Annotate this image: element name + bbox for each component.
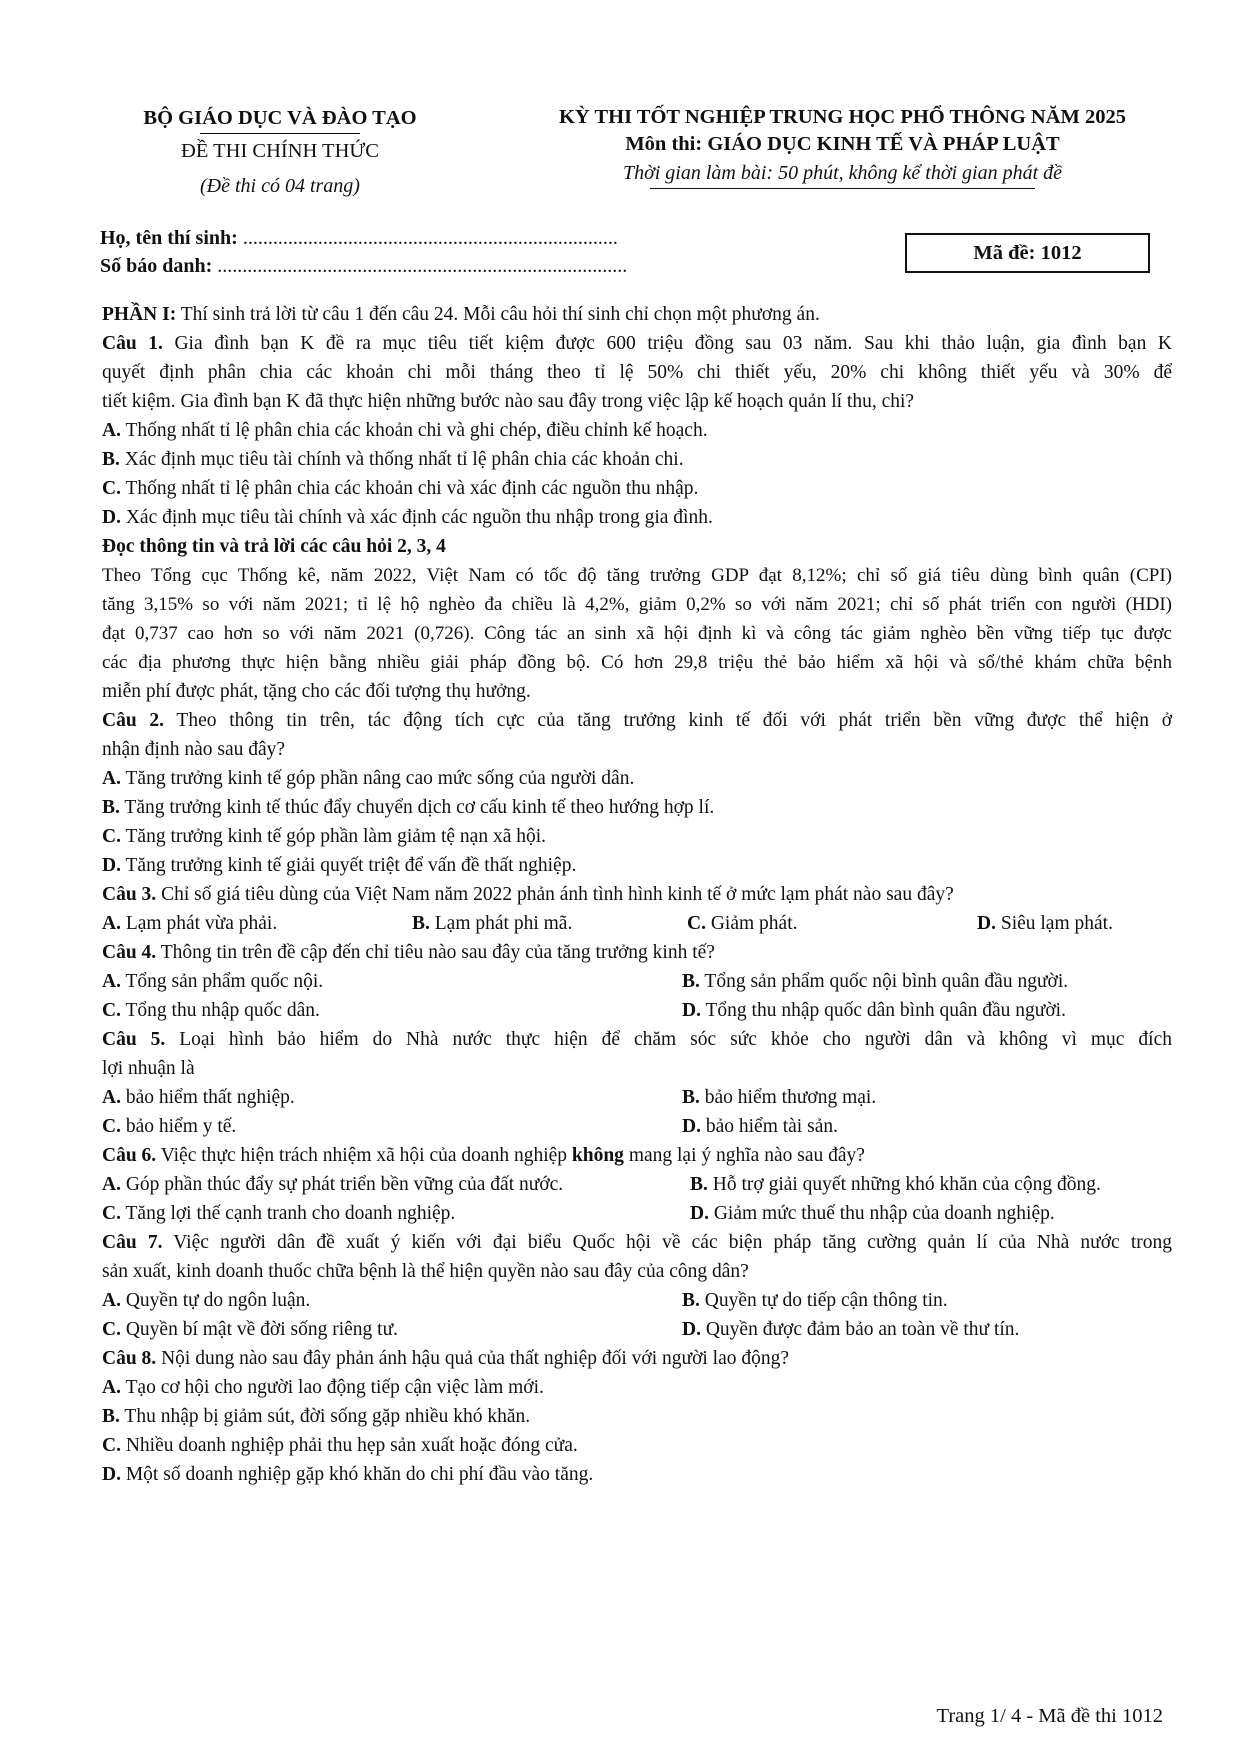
ministry-name: BỘ GIÁO DỤC VÀ ĐÀO TẠO — [143, 107, 417, 129]
q6-emphasis: không — [571, 1145, 624, 1166]
option-text: Lạm phát phi mã. — [434, 913, 573, 934]
pages-note: (Đề thi có 04 trang) — [200, 175, 360, 197]
option-text: Xác định mục tiêu tài chính và xác định các nguồn thu nhập trong gia đình. — [125, 507, 713, 528]
passage-line4: các địa phương thực hiện bằng nhiều giải pháp đồng bộ. Có hơn 29,8 triệu thẻ bảo hiểm xã hội và sổ/thẻ khám chữa bệnh — [102, 652, 1172, 673]
q2-stem-line2: nhận định nào sau đây? — [102, 739, 286, 760]
candidate-name-row — [100, 224, 627, 252]
q5-label: Câu 5. — [102, 1029, 166, 1050]
q6-text-before: Việc thực hiện trách nhiệm xã hội của doanh nghiệp — [156, 1145, 572, 1166]
q7-text1: Việc người dân đề xuất ý kiến với đại biểu Quốc hội về các biện pháp tăng cường quản lí của Nhà nước trong — [162, 1232, 1172, 1253]
q6-text-after: mang lại ý nghĩa nào sau đây? — [623, 1145, 865, 1166]
q7-option-b[interactable] — [682, 1286, 948, 1315]
q4-text: Thông tin trên đề cập đến chỉ tiêu nào sau đây của tăng trưởng kinh tế? — [156, 942, 715, 963]
candidate-id-field[interactable]: .................................................................................. — [217, 255, 628, 277]
option-text: Tăng trưởng kinh tế góp phần nâng cao mức sống của người dân. — [125, 768, 635, 789]
q6-option-d[interactable] — [690, 1199, 1055, 1228]
option-text: Tăng lợi thế cạnh tranh cho doanh nghiệp. — [125, 1203, 456, 1224]
q4-options-row2 — [102, 996, 1172, 1025]
option-text: Quyền tự do ngôn luận. — [125, 1290, 311, 1311]
option-letter: B. — [682, 1290, 700, 1311]
q4-option-c[interactable] — [102, 996, 682, 1025]
q5-options-row2 — [102, 1112, 1172, 1141]
q2-option-c[interactable] — [102, 822, 1172, 851]
option-letter: A. — [102, 768, 121, 789]
option-letter: D. — [102, 855, 121, 876]
q5-text1: Loại hình bảo hiểm do Nhà nước thực hiện để chăm sóc sức khỏe cho người dân và không vì mục đích — [165, 1029, 1172, 1050]
option-text: Tạo cơ hội cho người lao động tiếp cận việc làm mới. — [125, 1377, 544, 1398]
option-text: Thu nhập bị giảm sút, đời sống gặp nhiều khó khăn. — [124, 1406, 531, 1427]
option-letter: D. — [682, 1000, 701, 1021]
page-footer: Trang 1/ 4 - Mã đề thi 1012 — [936, 1705, 1163, 1727]
option-text: Một số doanh nghiệp gặp khó khăn do chi phí đầu vào tăng. — [125, 1464, 594, 1485]
q8-label: Câu 8. — [102, 1348, 157, 1369]
q7-option-c[interactable] — [102, 1315, 682, 1344]
option-letter: B. — [102, 1406, 120, 1427]
option-text: Tăng trưởng kinh tế giải quyết triệt để vấn đề thất nghiệp. — [125, 855, 577, 876]
q3-options — [102, 909, 1172, 938]
passage-line5: miễn phí được phát, tặng cho các đối tượng thụ hưởng. — [102, 681, 531, 702]
option-text: Tổng thu nhập quốc dân bình quân đầu người. — [705, 1000, 1066, 1021]
q3-option-c[interactable] — [687, 909, 977, 938]
option-letter: D. — [690, 1203, 709, 1224]
q2-option-d[interactable] — [102, 851, 1172, 880]
duration-underline — [650, 188, 1035, 189]
candidate-name-field[interactable]: ........................................................................... — [242, 227, 618, 249]
q5-stem-line1 — [102, 1025, 1172, 1054]
option-letter: C. — [102, 1000, 121, 1021]
option-text: Tăng trưởng kinh tế góp phần làm giảm tệ nạn xã hội. — [125, 826, 547, 847]
option-text: Thống nhất tỉ lệ phân chia các khoản chi và xác định các nguồn thu nhập. — [125, 478, 699, 499]
q2-option-a[interactable] — [102, 764, 1172, 793]
passage-line1: Theo Tổng cục Thống kê, năm 2022, Việt Nam có tốc độ tăng trưởng GDP đạt 8,12%; chỉ số giá tiêu dùng bình quân (CPI) — [102, 565, 1172, 586]
q7-option-d[interactable] — [682, 1315, 1019, 1344]
q4-options-row1 — [102, 967, 1172, 996]
option-letter: A. — [102, 913, 121, 934]
q5-option-d[interactable] — [682, 1112, 838, 1141]
option-letter: C. — [687, 913, 706, 934]
option-text: Thống nhất tỉ lệ phân chia các khoản chi và ghi chép, điều chỉnh kế hoạch. — [125, 420, 708, 441]
q1-label: Câu 1. — [102, 333, 163, 354]
q8-option-c[interactable] — [102, 1431, 1172, 1460]
candidate-name-label: Họ, tên thí sinh: — [100, 227, 238, 249]
option-text: Quyền được đảm bảo an toàn về thư tín. — [705, 1319, 1020, 1340]
q6-option-c[interactable] — [102, 1199, 690, 1228]
option-text: Hỗ trợ giải quyết những khó khăn của cộng đồng. — [712, 1174, 1101, 1195]
option-text: Tổng sản phẩm quốc nội bình quân đầu người. — [704, 971, 1069, 992]
q5-option-b[interactable] — [682, 1083, 876, 1112]
q3-option-d[interactable] — [977, 909, 1172, 938]
q7-options-row1 — [102, 1286, 1172, 1315]
q3-text: Chỉ số giá tiêu dùng của Việt Nam năm 2022 phản ánh tình hình kinh tế ở mức lạm phát nào sau đây? — [156, 884, 954, 905]
option-text: Quyền bí mật về đời sống riêng tư. — [125, 1319, 399, 1340]
option-letter: B. — [690, 1174, 708, 1195]
exam-duration: Thời gian làm bài: 50 phút, không kể thời gian phát đề — [622, 162, 1063, 184]
option-letter: A. — [102, 1174, 121, 1195]
option-text: Siêu lạm phát. — [1000, 913, 1113, 934]
q5-options-row1 — [102, 1083, 1172, 1112]
q6-options-row2 — [102, 1199, 1172, 1228]
passage-line2: tăng 3,15% so với năm 2021; tỉ lệ hộ nghèo đa chiều là 4,2%, giảm 0,2% so với năm 2021; chỉ số phát triển con người (HDI) — [102, 594, 1172, 615]
q5-option-c[interactable] — [102, 1112, 682, 1141]
option-text: bảo hiểm thương mại. — [704, 1087, 877, 1108]
option-letter: C. — [102, 1319, 121, 1340]
q6-option-a[interactable] — [102, 1170, 690, 1199]
option-letter: C. — [102, 826, 121, 847]
q1-stem-line2: quyết định phân chia các khoản chi mỗi tháng theo tỉ lệ 50% chi thiết yếu, 20% chi không thiết yếu và 30% để — [102, 362, 1172, 383]
option-text: Tổng thu nhập quốc dân. — [125, 1000, 320, 1021]
option-letter: B. — [682, 971, 700, 992]
option-text: Tổng sản phẩm quốc nội. — [125, 971, 324, 992]
q4-stem — [102, 938, 1172, 967]
option-text: Giảm phát. — [710, 913, 798, 934]
option-letter: B. — [412, 913, 430, 934]
q7-label: Câu 7. — [102, 1232, 163, 1253]
q1-text1: Gia đình bạn K đề ra mục tiêu tiết kiệm được 600 triệu đồng sau 03 năm. Sau khi thảo luận, gia đình bạn K — [162, 333, 1172, 354]
q4-label: Câu 4. — [102, 942, 157, 963]
option-text: Xác định mục tiêu tài chính và thống nhất tỉ lệ phân chia các khoản chi. — [124, 449, 684, 470]
exam-content — [102, 300, 1172, 1489]
option-text: Lạm phát vừa phải. — [125, 913, 278, 934]
q2-stem-line1 — [102, 706, 1172, 735]
option-text: Quyền tự do tiếp cận thông tin. — [704, 1290, 948, 1311]
q2-text1: Theo thông tin trên, tác động tích cực của tăng trưởng kinh tế đối với phát triển bền vững được thể hiện ở — [164, 710, 1172, 731]
q4-option-d[interactable] — [682, 996, 1066, 1025]
part1-text: Thí sinh trả lời từ câu 1 đến câu 24. Mỗi câu hỏi thí sinh chỉ chọn một phương án. — [176, 304, 820, 325]
option-letter: C. — [102, 1116, 121, 1137]
q7-option-a[interactable] — [102, 1286, 682, 1315]
option-text: Giảm mức thuế thu nhập của doanh nghiệp. — [713, 1203, 1055, 1224]
option-letter: D. — [682, 1116, 701, 1137]
official-label: ĐỀ THI CHÍNH THỨC — [181, 140, 379, 162]
q5-option-a[interactable] — [102, 1083, 682, 1112]
option-letter: A. — [102, 1290, 121, 1311]
q2-option-b[interactable] — [102, 793, 1172, 822]
candidate-id-label: Số báo danh: — [100, 255, 213, 277]
q8-option-d[interactable] — [102, 1460, 1172, 1489]
q1-stem-line3: tiết kiệm. Gia đình bạn K đã thực hiện những bước nào sau đây trong việc lập kế hoạch quản lí thu, chi? — [102, 391, 915, 412]
header-right — [520, 103, 1165, 189]
exam-title: KỲ THI TỐT NGHIỆP TRUNG HỌC PHỔ THÔNG NĂM 2025 — [558, 106, 1127, 128]
option-text: bảo hiểm tài sản. — [705, 1116, 838, 1137]
candidate-info — [100, 224, 627, 280]
option-letter: D. — [102, 1464, 121, 1485]
option-text: bảo hiểm y tế. — [125, 1116, 237, 1137]
q4-option-b[interactable] — [682, 967, 1068, 996]
q8-stem — [102, 1344, 1172, 1373]
passage-line3: đạt 0,737 cao hơn so với năm 2021 (0,726). Công tác an sinh xã hội định kì và công tác giảm nghèo bền vững tiếp tục được — [102, 623, 1172, 644]
option-letter: D. — [682, 1319, 701, 1340]
part1-instruction — [102, 300, 1172, 329]
q3-option-b[interactable] — [412, 909, 687, 938]
q7-options-row2 — [102, 1315, 1172, 1344]
option-letter: C. — [102, 1435, 121, 1456]
q1-option-b[interactable] — [102, 445, 1172, 474]
q1-option-a[interactable] — [102, 416, 1172, 445]
q8-option-b[interactable] — [102, 1402, 1172, 1431]
option-letter: A. — [102, 420, 121, 441]
q3-label: Câu 3. — [102, 884, 157, 905]
q6-option-b[interactable] — [690, 1170, 1101, 1199]
option-letter: B. — [102, 797, 120, 818]
option-letter: A. — [102, 1087, 121, 1108]
option-text: bảo hiểm thất nghiệp. — [125, 1087, 295, 1108]
exam-subject: Môn thi: GIÁO DỤC KINH TẾ VÀ PHÁP LUẬT — [625, 133, 1060, 155]
option-letter: B. — [102, 449, 120, 470]
q6-options-row1 — [102, 1170, 1172, 1199]
option-letter: D. — [102, 507, 121, 528]
q6-stem — [102, 1141, 1172, 1170]
part1-label: PHẦN I: — [102, 304, 177, 325]
option-text: Góp phần thúc đẩy sự phát triển bền vững của đất nước. — [125, 1174, 564, 1195]
option-letter: C. — [102, 478, 121, 499]
q4-option-a[interactable] — [102, 967, 682, 996]
q1-option-d[interactable] — [102, 503, 1172, 532]
header-left — [115, 103, 445, 204]
q1-stem-line1 — [102, 329, 1172, 358]
candidate-id-row — [100, 252, 627, 280]
q6-label: Câu 6. — [102, 1145, 157, 1166]
option-text: Nhiều doanh nghiệp phải thu hẹp sản xuất hoặc đóng cửa. — [125, 1435, 578, 1456]
option-text: Tăng trưởng kinh tế thúc đẩy chuyển dịch cơ cấu kinh tế theo hướng hợp lí. — [124, 797, 715, 818]
passage-heading: Đọc thông tin và trả lời các câu hỏi 2, 3, 4 — [102, 536, 446, 557]
q1-option-c[interactable] — [102, 474, 1172, 503]
option-letter: C. — [102, 1203, 121, 1224]
q2-label: Câu 2. — [102, 710, 165, 731]
q8-option-a[interactable] — [102, 1373, 1172, 1402]
option-letter: B. — [682, 1087, 700, 1108]
option-letter: A. — [102, 1377, 121, 1398]
q8-text: Nội dung nào sau đây phản ánh hậu quả của thất nghiệp đối với người lao động? — [156, 1348, 790, 1369]
q7-stem-line2: sản xuất, kinh doanh thuốc chữa bệnh là thể hiện quyền nào sau đây của công dân? — [102, 1261, 749, 1282]
q7-stem-line1 — [102, 1228, 1172, 1257]
q3-option-a[interactable] — [102, 909, 412, 938]
q3-stem — [102, 880, 1172, 909]
exam-code-box: Mã đề: 1012 — [905, 233, 1150, 273]
option-letter: D. — [977, 913, 996, 934]
q5-stem-line2: lợi nhuận là — [102, 1058, 195, 1079]
option-letter: A. — [102, 971, 121, 992]
